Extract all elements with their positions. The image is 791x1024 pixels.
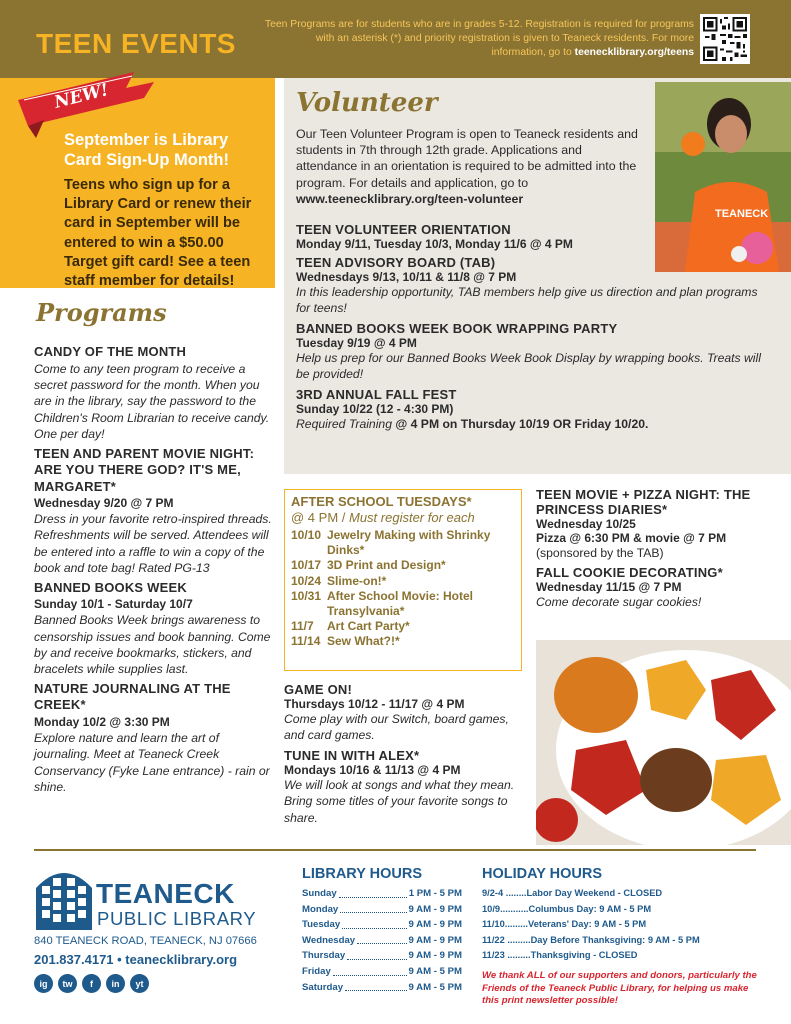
library-hours — [302, 866, 462, 995]
event-description-text: Required Training — [296, 416, 392, 431]
event-description: Come decorate sugar cookies! — [536, 595, 702, 610]
right-events — [536, 487, 776, 615]
program-item — [34, 681, 278, 796]
hours-time: 9 AM - 9 PM — [408, 903, 462, 915]
program-title: BANNED BOOKS WEEK — [34, 579, 187, 595]
header-info-text: Teen Programs are for students who are in grades 5-12. Registration is required for programs with an asterisk (*) and priority registration is given to Teaneck residents. For more information, go to — [264, 19, 694, 58]
program-description: Dress in your favorite retro-inspired threads. Refreshments will be served. Attendees will be entered into a raffle to win a copy of the book and tote bag! Rated PG-13 — [34, 512, 272, 576]
event-date: Wednesdays 9/13, 10/11 & 11/8 @ 7 PM — [296, 270, 517, 284]
hours-time: 9 AM - 5 PM — [408, 981, 462, 993]
qr-code-icon — [700, 14, 750, 64]
after-school-name: Slime-on!* — [327, 573, 387, 588]
hours-row — [302, 948, 462, 964]
footer-divider — [34, 849, 756, 851]
program-item — [34, 446, 278, 577]
event-item — [284, 748, 524, 826]
hours-row — [302, 902, 462, 918]
after-school-title: AFTER SCHOOL TUESDAYS* — [291, 494, 472, 509]
after-school-date: 10/10 — [291, 528, 322, 542]
after-school-item — [291, 574, 515, 589]
volunteer-body — [296, 126, 646, 207]
holiday-row — [482, 902, 762, 918]
programs-list — [34, 344, 278, 798]
program-title: NATURE JOURNALING AT THE CREEK* — [34, 680, 231, 713]
library-contact[interactable]: 201.837.4171 • teanecklibrary.org — [34, 952, 238, 967]
programs-heading: Programs — [36, 298, 167, 327]
hours-time: 9 AM - 9 PM — [408, 950, 462, 962]
holiday-name: Day Before Thanksgiving: 9 AM - 5 PM — [530, 934, 700, 945]
event-title: TEEN MOVIE + PIZZA NIGHT: THE PRINCESS DIARIES* — [536, 487, 751, 517]
promo-title: September is Library Card Sign-Up Month! — [64, 131, 229, 169]
event-description: We will look at songs and what they mean. Bring some titles of your favorite songs to share. — [284, 777, 515, 825]
after-school-item — [291, 589, 515, 619]
event-time: Pizza @ 6:30 PM & movie @ 7 PM — [536, 531, 727, 545]
event-description: Help us prep for our Banned Books Week Book Display by wrapping books. Treats will be provided! — [296, 350, 761, 382]
volunteer-heading: Volunteer — [296, 88, 438, 118]
holiday-name: Veterans' Day: 9 AM - 5 PM — [528, 919, 647, 930]
event-item — [296, 255, 766, 317]
event-title: 3RD ANNUAL FALL FEST — [296, 386, 457, 402]
after-school-item — [291, 558, 515, 573]
event-description — [296, 416, 766, 432]
hours-day: Friday — [302, 965, 331, 977]
instagram-icon[interactable]: ig — [34, 974, 53, 993]
event-item — [536, 487, 776, 561]
social-links — [34, 974, 149, 993]
holiday-row — [482, 948, 762, 964]
program-title: CANDY OF THE MONTH — [34, 344, 187, 359]
after-school-item — [291, 634, 515, 649]
after-school-name: 3D Print and Design* — [327, 558, 446, 573]
event-item — [296, 321, 766, 383]
library-logo-icon — [34, 858, 94, 930]
event-date: Mondays 10/16 & 11/13 @ 4 PM — [284, 762, 461, 777]
after-school-name: Sew What?!* — [327, 634, 400, 649]
event-date: Wednesday 10/25 — [536, 517, 636, 531]
hours-day: Wednesday — [302, 934, 356, 946]
volunteer-link[interactable]: www.teenecklibrary.org/teen-volunteer — [296, 191, 524, 206]
program-date: Monday 10/2 @ 3:30 PM — [34, 714, 170, 729]
hours-time: 9 AM - 5 PM — [408, 965, 462, 977]
after-school-name: Jewelry Making with Shrinky Dinks* — [327, 528, 491, 558]
library-hours-heading: LIBRARY HOURS — [302, 866, 423, 882]
holiday-name: Labor Day Weekend - CLOSED — [526, 888, 663, 898]
volunteer-events — [296, 222, 766, 436]
event-date: Wednesday 11/15 @ 7 PM — [536, 580, 682, 595]
program-description: Explore nature and learn the art of journaling. Meet at Teaneck Creek Conservancy (Fyke Lane entrance) - rain or shine. — [34, 730, 270, 794]
event-description-bold: @ 4 PM on Thursday 10/19 OR Friday 10/20. — [395, 416, 649, 431]
holiday-row — [482, 917, 762, 933]
event-date: Tuesday 9/19 @ 4 PM — [296, 335, 417, 350]
library-name: TEANECK — [96, 878, 235, 909]
after-school-note: Must register for each — [349, 510, 475, 525]
after-school-item — [291, 528, 515, 558]
holiday-name: Columbus Day: 9 AM - 5 PM — [528, 903, 652, 914]
after-school-name: Art Cart Party* — [327, 619, 410, 634]
promo-body: Teens who sign up for a Library Card or renew their card in September will be entered to win a $50.00 Target gift card! See a teen staff member for details! — [64, 177, 252, 290]
program-description: Banned Books Week brings awareness to censorship issues and book banning. Come by and receive bookmarks, stickers, and bracelets while supplies last. — [34, 613, 271, 677]
after-school-date: 10/31 — [291, 588, 322, 603]
holiday-date: 9/2-4 ........ — [482, 888, 527, 898]
event-description: Come play with our Switch, board games, and card games. — [284, 712, 509, 743]
event-item — [536, 565, 776, 610]
event-title: TEEN ADVISORY BOARD (TAB) — [296, 255, 496, 270]
hours-day: Thursday — [302, 950, 346, 962]
mid-events — [284, 682, 524, 830]
hours-day: Tuesday — [302, 919, 341, 931]
program-item — [34, 344, 278, 443]
after-school-date: 11/14 — [291, 634, 321, 649]
event-item — [296, 222, 766, 251]
after-school-item — [291, 619, 515, 634]
hours-time: 9 AM - 9 PM — [408, 919, 462, 931]
after-school-date: 10/17 — [291, 558, 322, 573]
after-school-date: 11/7 — [291, 619, 314, 634]
holiday-date: 11/10......... — [482, 919, 528, 930]
youtube-icon[interactable]: yt — [130, 974, 149, 993]
event-date: Thursdays 10/12 - 11/17 @ 4 PM — [284, 697, 465, 711]
new-badge-text: NEW! — [52, 80, 111, 113]
event-date: Monday 9/11, Tuesday 10/3, Monday 11/6 @ 4 PM — [296, 237, 573, 251]
hours-row — [302, 964, 462, 980]
hours-row — [302, 933, 462, 949]
hours-day: Saturday — [302, 981, 344, 993]
hours-row — [302, 917, 462, 933]
holiday-row — [482, 933, 762, 949]
event-item — [296, 387, 766, 432]
event-title: BANNED BOOKS WEEK BOOK WRAPPING PARTY — [296, 320, 618, 336]
linkedin-icon[interactable]: in — [106, 974, 125, 993]
hours-row — [302, 886, 462, 902]
hours-time: 1 PM - 5 PM — [408, 888, 462, 899]
event-title: GAME ON! — [284, 682, 353, 697]
header-info — [262, 18, 694, 60]
program-title: TEEN AND PARENT MOVIE NIGHT: ARE YOU THERE GOD? IT'S ME, MARGARET* — [34, 445, 255, 494]
event-title: TEEN VOLUNTEER ORIENTATION — [296, 222, 511, 237]
teens-link[interactable]: teenecklibrary.org/teens — [574, 47, 694, 58]
event-title: TUNE IN WITH ALEX* — [284, 747, 420, 763]
after-school-time: @ 4 PM / — [291, 510, 346, 525]
event-description: (sponsored by the TAB) — [536, 546, 664, 560]
holiday-row — [482, 886, 762, 902]
hours-row — [302, 980, 462, 996]
after-school-date: 10/24 — [291, 573, 322, 588]
after-school-subtitle — [291, 510, 515, 526]
program-item — [34, 580, 278, 678]
holiday-hours-heading: HOLIDAY HOURS — [482, 866, 603, 882]
holiday-date: 11/23 ......... — [482, 950, 531, 961]
after-school-name: After School Movie: Hotel Transylvania* — [327, 588, 474, 619]
event-item — [284, 682, 524, 744]
library-subtitle: PUBLIC LIBRARY — [97, 908, 257, 929]
program-date: Sunday 10/1 - Saturday 10/7 — [34, 597, 193, 612]
holiday-date: 11/22 ......... — [482, 934, 531, 945]
hours-day: Sunday — [302, 888, 337, 899]
after-school-box — [284, 489, 522, 671]
event-description: In this leadership opportunity, TAB members help give us direction and plan programs for teens! — [296, 285, 758, 316]
svg-text:TEANECK: TEANECK — [715, 208, 769, 220]
hours-time: 9 AM - 9 PM — [408, 934, 462, 946]
event-title: FALL COOKIE DECORATING* — [536, 565, 723, 581]
page-title: TEEN EVENTS — [36, 28, 236, 59]
holiday-name: Thanksgiving - CLOSED — [530, 950, 638, 961]
volunteer-description: Our Teen Volunteer Program is open to Teaneck residents and students in 7th through 12th grade. Applications and attendance in an orientation is required to be admitted into the program. For details and application, go to — [296, 127, 638, 190]
facebook-icon[interactable]: f — [82, 974, 101, 993]
twitter-icon[interactable]: tw — [58, 974, 77, 993]
holiday-date: 10/9........... — [482, 903, 529, 914]
library-address: 840 TEANECK ROAD, TEANECK, NJ 07666 — [34, 935, 257, 947]
hours-day: Monday — [302, 903, 339, 915]
program-date: Wednesday 9/20 @ 7 PM — [34, 496, 174, 511]
holiday-hours — [482, 866, 762, 964]
thanks-note: We thank ALL of our supporters and donors, particularly the Friends of the Teaneck Public Library, for helping us make this print newsletter possible! — [482, 970, 757, 1007]
program-description: Come to any teen program to receive a secret password for the month. When you are in the library, say the password to the Children's Room Librarian to receive candy. One per day! — [34, 361, 270, 442]
event-date: Sunday 10/22 (12 - 4:30 PM) — [296, 401, 454, 416]
cookie-photo — [536, 640, 791, 845]
